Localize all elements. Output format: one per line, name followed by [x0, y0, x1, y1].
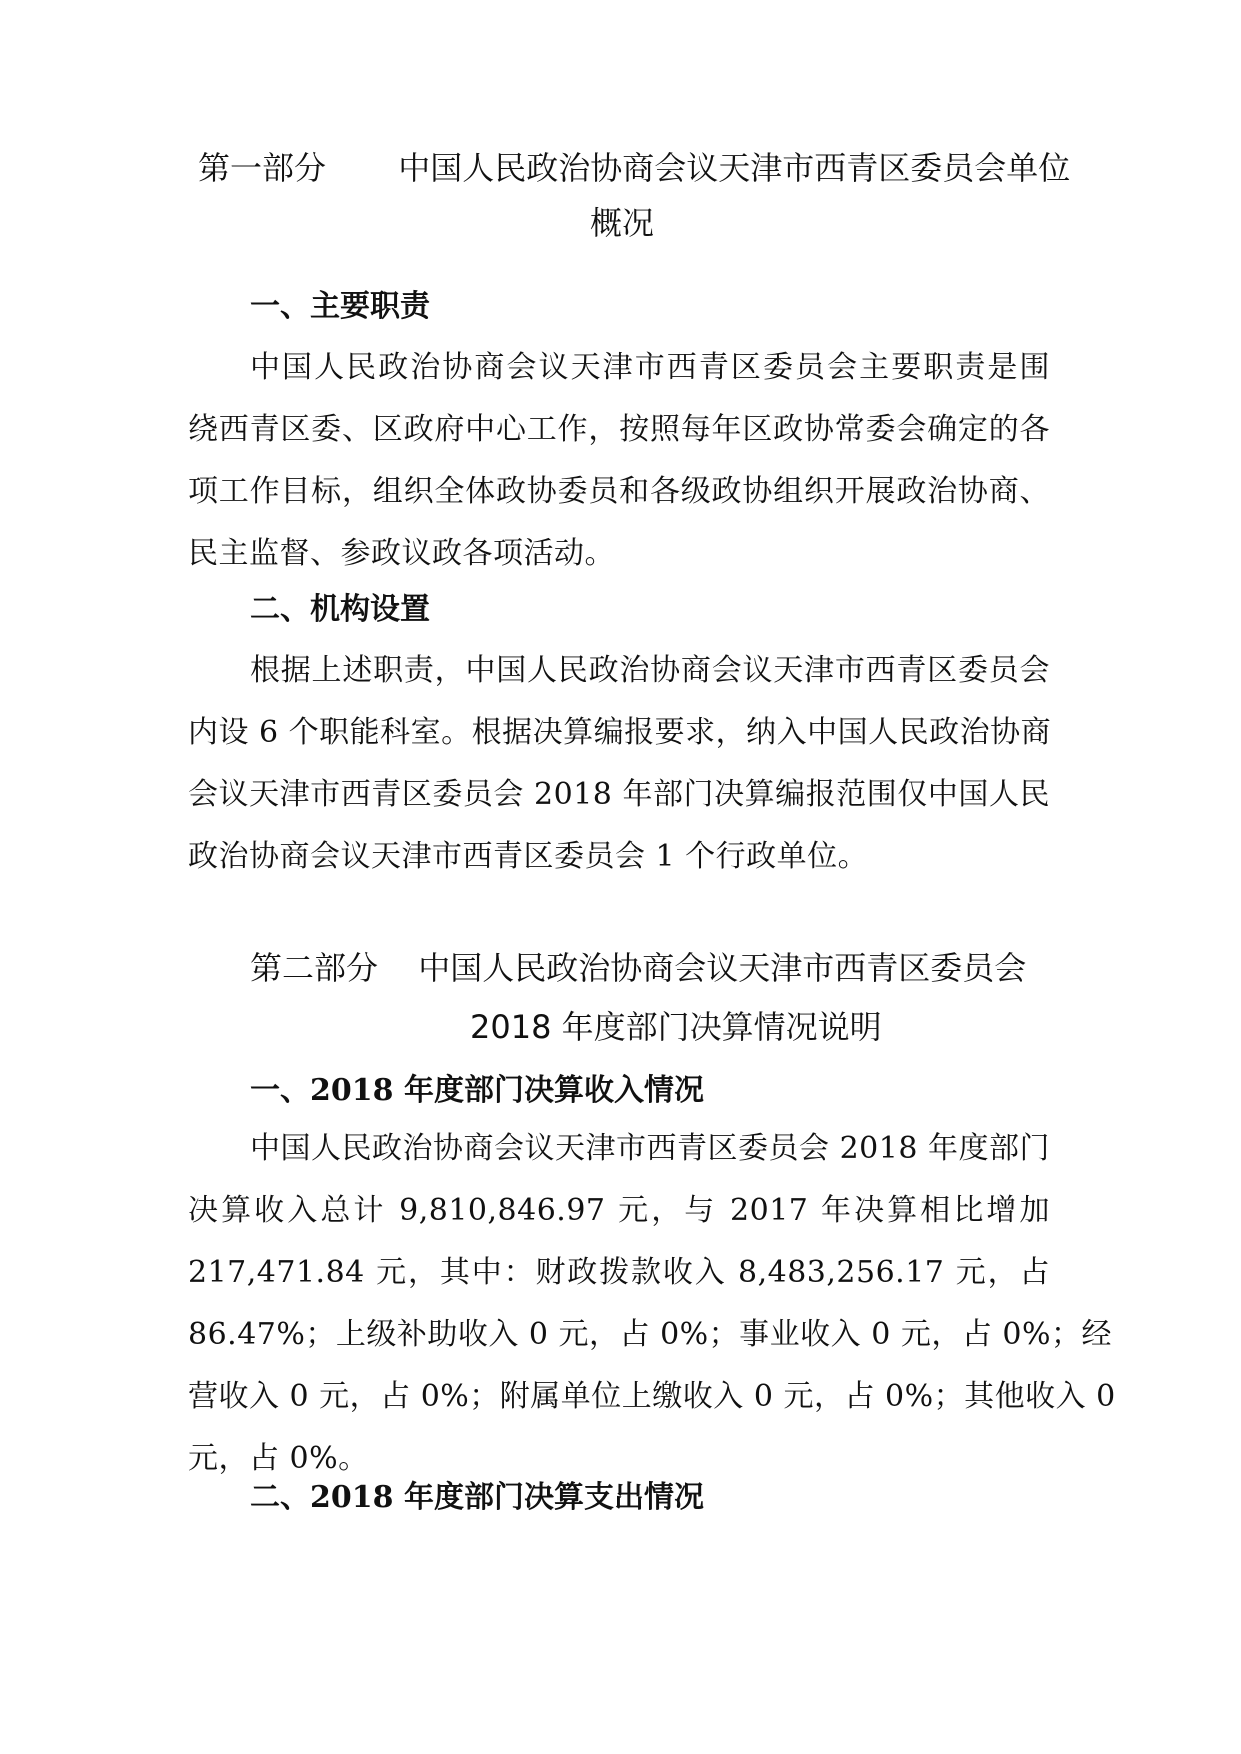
- paragraph-line: 决算收入总计 9,810,846.97 元，与 2017 年决算相比增加: [188, 1193, 1050, 1228]
- paragraph-line: 中国人民政治协商会议天津市西青区委员会 2018 年度部门: [250, 1131, 1050, 1166]
- part2-title-line1: [250, 948, 1026, 988]
- section-heading-organization: 二、机构设置: [250, 592, 430, 627]
- part2-title-text: 中国人民政治协商会议天津市西青区委员会: [418, 949, 1027, 987]
- section-heading-income: 一、2018 年度部门决算收入情况: [250, 1073, 704, 1108]
- paragraph-line: 元，占 0%。: [188, 1441, 369, 1476]
- paragraph-line: 根据上述职责，中国人民政治协商会议天津市西青区委员会: [250, 653, 1050, 688]
- paragraph-line: 项工作目标，组织全体政协委员和各级政协组织开展政治协商、: [188, 474, 1050, 509]
- paragraph-income: [188, 1118, 1116, 1490]
- part1-title-line2: 概况: [590, 204, 655, 242]
- paragraph-line: 民主监督、参政议政各项活动。: [188, 536, 615, 571]
- part1-label: 第一部分: [198, 149, 327, 187]
- paragraph-line: 会议天津市西青区委员会 2018 年部门决算编报范围仅中国人民: [188, 777, 1050, 812]
- paragraph-line: 中国人民政治协商会议天津市西青区委员会主要职责是围: [250, 350, 1050, 385]
- part2-title-line2: 2018 年度部门决算情况说明: [470, 1008, 882, 1046]
- paragraph-line: 营收入 0 元，占 0%；附属单位上缴收入 0 元，占 0%；其他收入 0: [188, 1379, 1116, 1414]
- section-heading-main-duties: 一、主要职责: [250, 289, 430, 324]
- part2-label: 第二部分: [250, 949, 379, 987]
- paragraph-line: 绕西青区委、区政府中心工作，按照每年区政协常委会确定的各: [188, 412, 1050, 447]
- part1-title-text: 中国人民政治协商会议天津市西青区委员会单位: [398, 149, 1071, 187]
- paragraph-main-duties: [188, 337, 1050, 585]
- paragraph-line: 政治协商会议天津市西青区委员会 1 个行政单位。: [188, 839, 869, 874]
- part1-title-line1: [198, 148, 1070, 188]
- section-heading-expenditure: 二、2018 年度部门决算支出情况: [250, 1480, 704, 1515]
- paragraph-line: 217,471.84 元，其中：财政拨款收入 8,483,256.17 元，占: [188, 1255, 1050, 1290]
- paragraph-line: 内设 6 个职能科室。根据决算编报要求，纳入中国人民政治协商: [188, 715, 1052, 750]
- paragraph-organization: [188, 640, 1050, 888]
- paragraph-line: 86.47%；上级补助收入 0 元，占 0%；事业收入 0 元，占 0%；经: [188, 1317, 1112, 1352]
